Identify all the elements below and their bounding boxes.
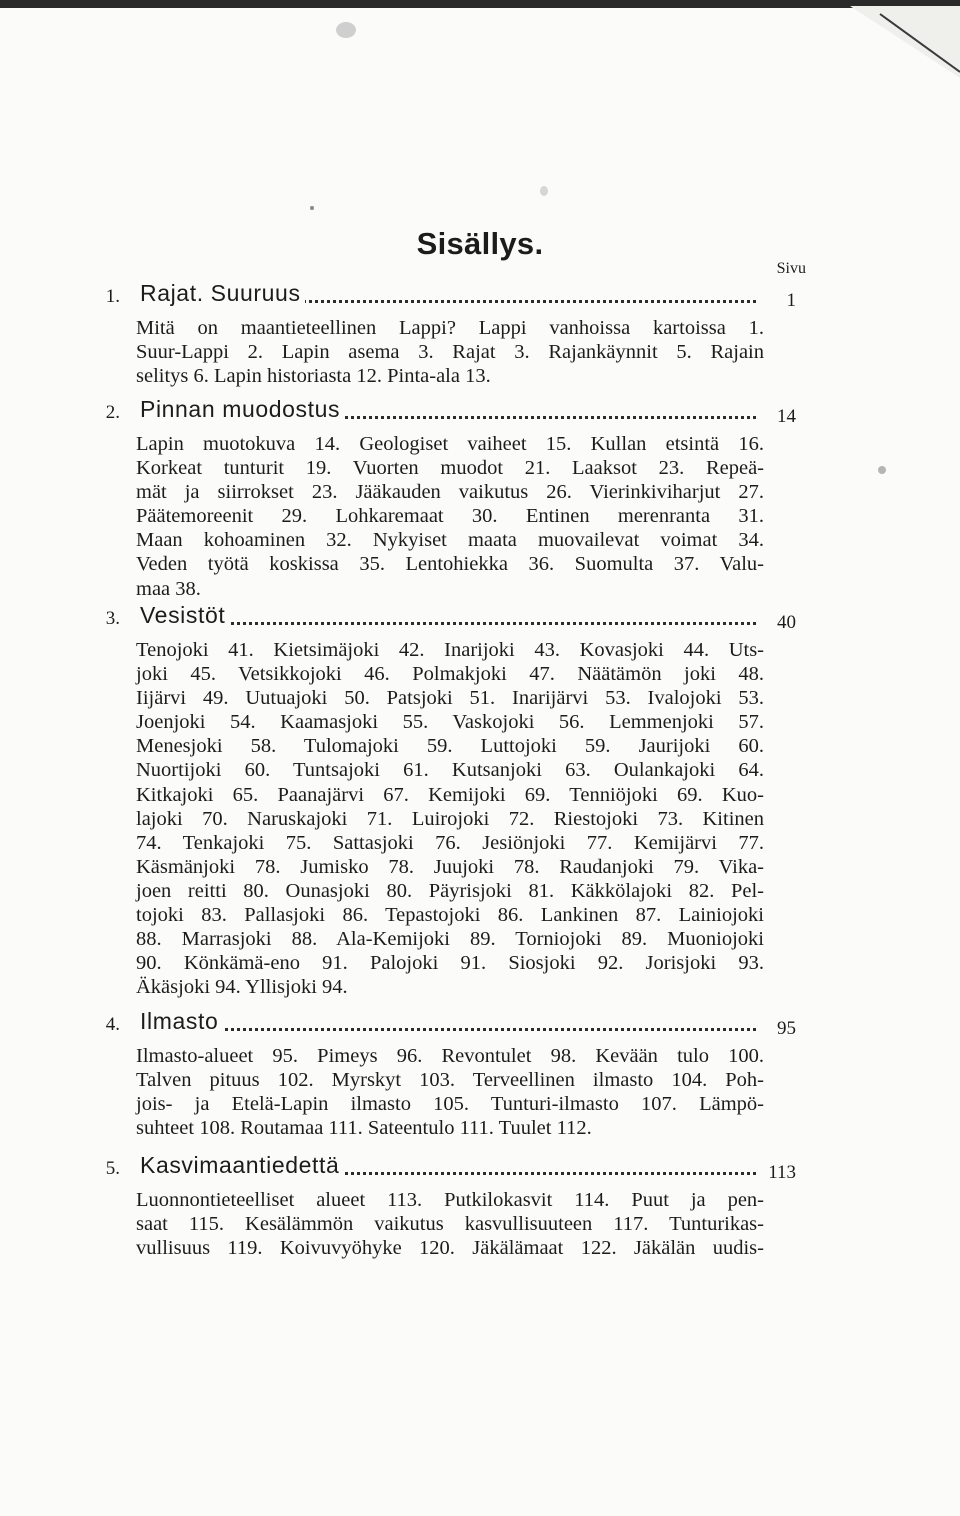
toc-line: Ilmasto-alueet 95. Pimeys 96. Revontulet 98. Kevään tulo 100. xyxy=(136,1045,764,1067)
page-corner-fold xyxy=(840,0,960,90)
toc-entry-description xyxy=(136,1044,764,1140)
toc-entry-number: 1. xyxy=(105,286,120,307)
toc-line: 90. Könkämä-eno 91. Palojoki 91. Siosjoki 92. Jorisjoki 93. xyxy=(136,952,764,975)
toc-line: Suur-Lappi 2. Lapin asema 3. Rajat 3. Rajankäynnit 5. Rajain xyxy=(136,341,764,364)
toc-entry-title: Rajat. Suuruus xyxy=(140,280,305,307)
toc-entry xyxy=(104,1148,824,1260)
toc-line: Tenojoki 41. Kietsimäjoki 42. Inarijoki 43. Kovasjoki 44. Uts- xyxy=(136,639,764,661)
toc-line: maa 38. xyxy=(136,577,201,600)
toc-line: suhteet 108. Routamaa 111. Sateentulo 111. Tuulet 112. xyxy=(136,1117,592,1140)
scan-speck xyxy=(878,466,886,474)
toc-entry-number: 5. xyxy=(105,1158,120,1179)
toc-entry-number: 2. xyxy=(105,402,120,423)
toc-line: saat 115. Kesälämmön vaikutus kasvullisuuteen 117. Tunturikas- xyxy=(136,1213,764,1236)
toc-line: joen reitti 80. Ounasjoki 80. Päyrisjoki 81. Käkkölajoki 82. Pel- xyxy=(136,879,764,902)
toc-line: Menesjoki 58. Tulomajoki 59. Luttojoki 59. Jaurijoki 60. xyxy=(136,735,764,758)
toc-entry-description xyxy=(136,432,764,601)
toc-line: Iijärvi 49. Uutuajoki 50. Patsjoki 51. Inarijärvi 53. Ivalojoki 53. xyxy=(136,687,764,710)
toc-entry-page: 14 xyxy=(777,406,796,427)
toc-entry-page: 95 xyxy=(777,1018,796,1039)
toc-line: 88. Marrasjoki 88. Ala-Kemijoki 89. Torniojoki 89. Muoniojoki xyxy=(136,928,764,951)
toc-line: Äkäsjoki 94. Yllisjoki 94. xyxy=(136,976,348,999)
toc-entry-title: Kasvimaantiedettä xyxy=(140,1152,343,1179)
scan-speck xyxy=(310,206,314,210)
toc-line: Talven pituus 102. Myrskyt 103. Terveellinen ilmasto 104. Poh- xyxy=(136,1069,764,1092)
toc-line: Veden työtä koskissa 35. Lentohiekka 36. Suomulta 37. Valu- xyxy=(136,553,764,576)
toc-line: mät ja siirrokset 23. Jääkauden vaikutus 26. Vierinkiviharjut 27. xyxy=(136,481,764,504)
toc-line: Kitkajoki 65. Paanajärvi 67. Kemijoki 69. Tenniöjoki 69. Kuo- xyxy=(136,783,764,806)
toc-entry-page: 40 xyxy=(777,612,796,633)
page-title: Sisällys. xyxy=(416,226,544,261)
toc-entry-head xyxy=(104,1148,824,1184)
toc-line: Korkeat tunturit 19. Vuorten muodot 21. Laaksot 23. Repeä- xyxy=(136,457,764,480)
toc-entry-description xyxy=(136,316,764,388)
scan-speck xyxy=(540,186,548,196)
toc-entry xyxy=(104,598,824,999)
toc-entry xyxy=(104,1004,824,1140)
toc-line: vullisuus 119. Koivuvyöhyke 120. Jäkälämaat 122. Jäkälän uudis- xyxy=(136,1237,764,1260)
page-column-label: Sivu xyxy=(776,260,806,277)
toc-entry-description xyxy=(136,638,764,999)
toc-line: Joenjoki 54. Kaamasjoki 55. Vaskojoki 56. Lemmenjoki 57. xyxy=(136,711,764,734)
toc-entry xyxy=(104,276,824,388)
toc-entry-number: 4. xyxy=(105,1014,120,1035)
toc-line: 74. Tenkajoki 75. Sattasjoki 76. Jesiönjoki 77. Kemijärvi 77. xyxy=(136,831,764,854)
toc-line: Lapin muotokuva 14. Geologiset vaiheet 15. Kullan etsintä 16. xyxy=(136,433,764,455)
toc-entry-head xyxy=(104,598,824,634)
toc-line: selitys 6. Lapin historiasta 12. Pinta-ala 13. xyxy=(136,365,491,388)
toc-entry-title: Pinnan muodostus xyxy=(140,396,344,423)
toc-dot-leader xyxy=(140,622,756,625)
toc-entry xyxy=(104,392,824,601)
toc-line: joki 45. Vetsikkojoki 46. Polmakjoki 47. Näätämön joki 48. xyxy=(136,663,764,686)
toc-entry-page: 1 xyxy=(786,290,796,311)
scan-top-edge xyxy=(0,0,960,8)
toc-entry-head xyxy=(104,276,824,312)
toc-line: Nuortijoki 60. Tuntsajoki 61. Kutsanjoki 63. Oulankajoki 64. xyxy=(136,759,764,782)
toc-entry-title: Ilmasto xyxy=(140,1008,222,1035)
toc-line: Mitä on maantieteellinen Lappi? Lappi vanhoissa kartoissa 1. xyxy=(136,317,764,339)
toc-line: jois- ja Etelä-Lapin ilmasto 105. Tunturi-ilmasto 107. Lämpö- xyxy=(136,1093,764,1116)
toc-entry-description xyxy=(136,1188,764,1260)
toc-line: tojoki 83. Pallasjoki 86. Tepastojoki 86. Lankinen 87. Lainiojoki xyxy=(136,904,764,927)
toc-line: Päätemoreenit 29. Lohkaremaat 30. Entinen merenranta 31. xyxy=(136,505,764,528)
scan-speck xyxy=(336,22,356,38)
toc-entry-number: 3. xyxy=(105,608,120,629)
toc-entry-page: 113 xyxy=(768,1162,796,1183)
toc-line: Maan kohoaminen 32. Nykyiset maata muovailevat voimat 34. xyxy=(136,529,764,552)
toc-line: lajoki 70. Naruskajoki 71. Luirojoki 72. Riestojoki 73. Kitinen xyxy=(136,807,764,830)
toc-line: Käsmänjoki 78. Jumisko 78. Juujoki 78. Raudanjoki 79. Vika- xyxy=(136,855,764,878)
toc-entry-title: Vesistöt xyxy=(140,602,229,629)
toc-line: Luonnontieteelliset alueet 113. Putkilokasvit 114. Puut ja pen- xyxy=(136,1189,764,1211)
toc-dot-leader xyxy=(140,1028,756,1031)
toc-entry-head xyxy=(104,1004,824,1040)
toc-entry-head xyxy=(104,392,824,428)
